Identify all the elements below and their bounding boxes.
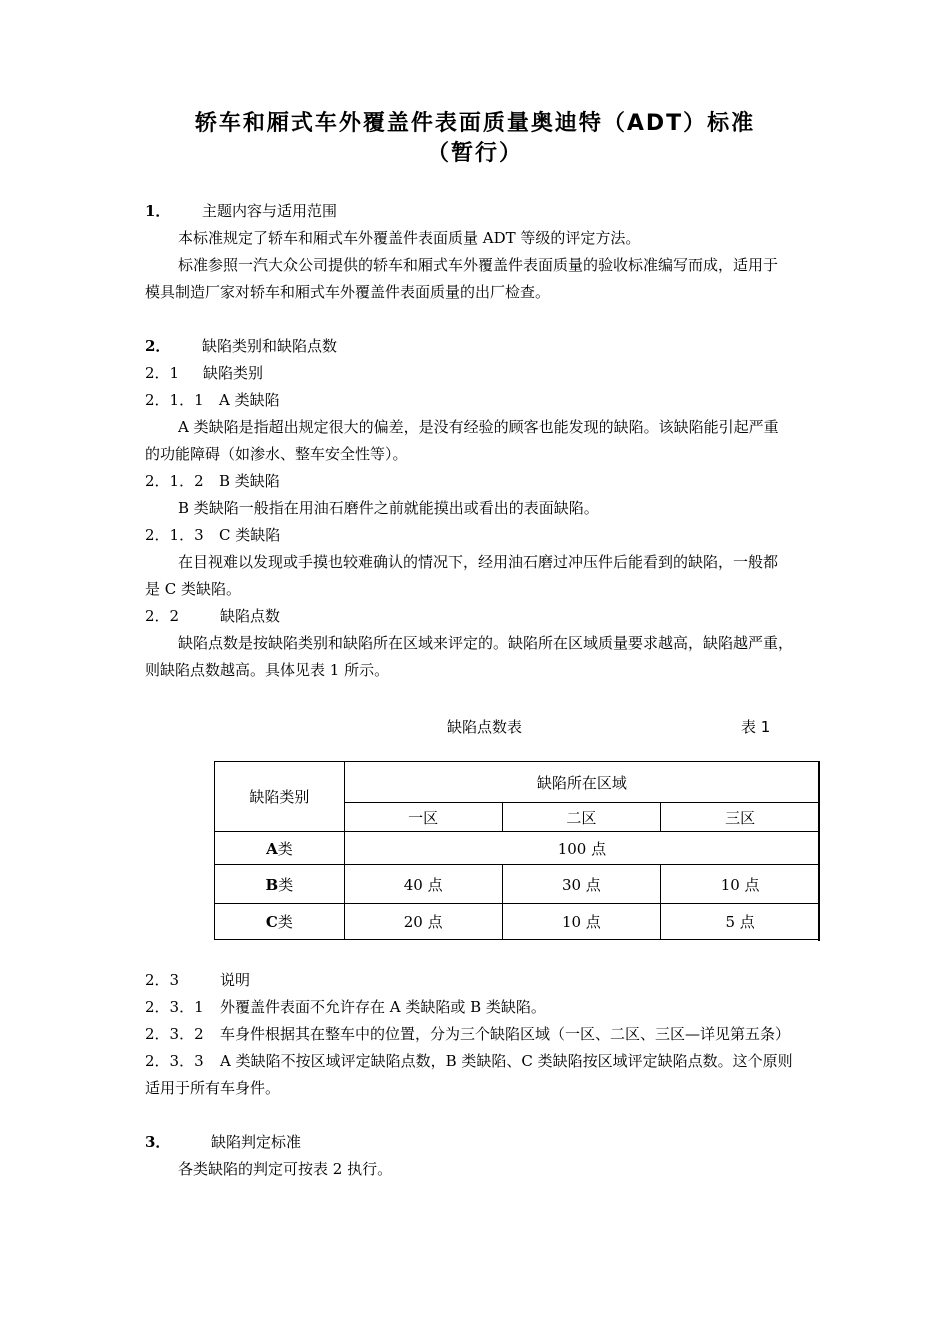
paragraph-continued: 模具制造厂家对轿车和厢式车外覆盖件表面质量的出厂检查。 bbox=[145, 283, 551, 301]
section-number: 3． bbox=[145, 1133, 171, 1151]
header-cell-zone-1: 一区 bbox=[344, 803, 502, 832]
paragraph: 标准参照一汽大众公司提供的轿车和厢式车外覆盖件表面质量的验收标准编写而成，适用于 bbox=[178, 256, 779, 274]
subsection-2-3-heading bbox=[145, 967, 855, 993]
class-suffix: 类 bbox=[277, 839, 293, 858]
table-row bbox=[215, 762, 820, 803]
table-row bbox=[215, 904, 820, 940]
section-title: 缺陷类别和缺陷点数 bbox=[202, 337, 338, 355]
subsection-number: 2．1 bbox=[145, 364, 180, 382]
header-cell-region: 缺陷所在区域 bbox=[344, 762, 819, 803]
cell-value: 10 点 bbox=[502, 904, 661, 940]
section-number: 1． bbox=[145, 202, 171, 220]
note-text: 外覆盖件表面不允许存在 A 类缺陷或 B 类缺陷。 bbox=[220, 998, 546, 1016]
paragraph: A 类缺陷是指超出规定很大的偏差，是没有经验的顾客也能发现的缺陷。该缺陷能引起严重 bbox=[178, 418, 779, 436]
note-item bbox=[145, 1048, 855, 1074]
section-title: 缺陷判定标准 bbox=[211, 1133, 302, 1151]
header-cell-zone-3: 三区 bbox=[661, 803, 820, 832]
subsection-number: 2．2 bbox=[145, 607, 180, 625]
cell-value: 40 点 bbox=[344, 865, 502, 904]
paragraph-continued: 则缺陷点数越高。具体见表 1 所示。 bbox=[145, 661, 390, 679]
paragraph-continued: 的功能障碍（如渗水、整车安全性等）。 bbox=[145, 445, 408, 463]
paragraph: 缺陷点数是按缺陷类别和缺陷所在区域来评定的。缺陷所在区域质量要求越高，缺陷越严重， bbox=[178, 634, 794, 652]
subsection-number: 2．1．1 bbox=[145, 391, 204, 409]
section-2-heading bbox=[145, 333, 855, 359]
subsection-number: 2．3 bbox=[145, 971, 180, 989]
subsection-number: 2．1．2 bbox=[145, 472, 204, 490]
cell-value: 5 点 bbox=[661, 904, 820, 940]
note-text: 车身件根据其在整车中的位置，分为三个缺陷区域（一区、二区、三区—详见第五条） bbox=[220, 1025, 791, 1043]
note-text: A 类缺陷不按区域评定缺陷点数，B 类缺陷、C 类缺陷按区域评定缺陷点数。这个原则 bbox=[220, 1052, 793, 1070]
section-number: 2． bbox=[145, 337, 171, 355]
subsection-title: 缺陷类别 bbox=[203, 364, 264, 382]
paragraph-continued: 适用于所有车身件。 bbox=[145, 1079, 281, 1097]
section-1-heading bbox=[145, 198, 855, 224]
table-double-border bbox=[818, 761, 820, 941]
subsection-number: 2．1．3 bbox=[145, 526, 204, 544]
note-item bbox=[145, 994, 855, 1020]
subsection-title: 缺陷点数 bbox=[220, 607, 281, 625]
subsection-2-1-heading bbox=[145, 360, 855, 386]
class-letter: B bbox=[265, 875, 279, 894]
paragraph: 本标准规定了轿车和厢式车外覆盖件表面质量 ADT 等级的评定方法。 bbox=[178, 229, 641, 247]
subsection-number: 2．3．3 bbox=[145, 1052, 204, 1070]
row-label-b bbox=[215, 865, 345, 904]
subsection-2-1-1-heading bbox=[145, 387, 855, 413]
class-suffix: 类 bbox=[277, 913, 293, 931]
table-label: 表 1 bbox=[741, 718, 771, 736]
subsection-2-1-3-heading bbox=[145, 522, 855, 548]
subsection-number: 2．3．1 bbox=[145, 998, 204, 1016]
subsection-title: A 类缺陷 bbox=[219, 391, 280, 409]
paragraph-continued: 是 C 类缺陷。 bbox=[145, 580, 242, 598]
defect-points-table bbox=[214, 761, 820, 940]
cell-value: 10 点 bbox=[661, 865, 820, 904]
subsection-2-2-heading bbox=[145, 603, 855, 629]
cell-value: 30 点 bbox=[502, 865, 661, 904]
table-row bbox=[215, 865, 820, 904]
note-item bbox=[145, 1021, 855, 1047]
paragraph: B 类缺陷一般指在用油石磨件之前就能摸出或看出的表面缺陷。 bbox=[178, 499, 599, 517]
paragraph: 在目视难以发现或手摸也较难确认的情况下，经用油石磨过冲压件后能看到的缺陷，一般都 bbox=[178, 553, 779, 571]
row-label-a bbox=[215, 832, 345, 865]
section-3-heading bbox=[145, 1129, 855, 1155]
document-subtitle: （暂行） bbox=[426, 141, 523, 166]
subsection-2-1-2-heading bbox=[145, 468, 855, 494]
cell-value: 100 点 bbox=[344, 832, 819, 865]
subsection-title: C 类缺陷 bbox=[219, 526, 281, 544]
table-caption: 缺陷点数表 bbox=[447, 718, 523, 736]
cell-value: 20 点 bbox=[344, 904, 502, 940]
row-label-c bbox=[215, 904, 345, 940]
section-title: 主题内容与适用范围 bbox=[202, 202, 338, 220]
document-title: 轿车和厢式车外覆盖件表面质量奥迪特（ADT）标准 bbox=[194, 111, 756, 136]
table-row bbox=[215, 832, 820, 865]
class-letter: A bbox=[266, 839, 278, 858]
class-suffix: 类 bbox=[278, 875, 294, 894]
header-cell-category: 缺陷类别 bbox=[215, 762, 345, 832]
header-cell-zone-2: 二区 bbox=[502, 803, 661, 832]
subsection-title: B 类缺陷 bbox=[219, 472, 280, 490]
subsection-title: 说明 bbox=[220, 971, 251, 989]
paragraph: 各类缺陷的判定可按表 2 执行。 bbox=[178, 1160, 393, 1178]
class-letter: C bbox=[265, 913, 278, 931]
subsection-number: 2．3．2 bbox=[145, 1025, 204, 1043]
